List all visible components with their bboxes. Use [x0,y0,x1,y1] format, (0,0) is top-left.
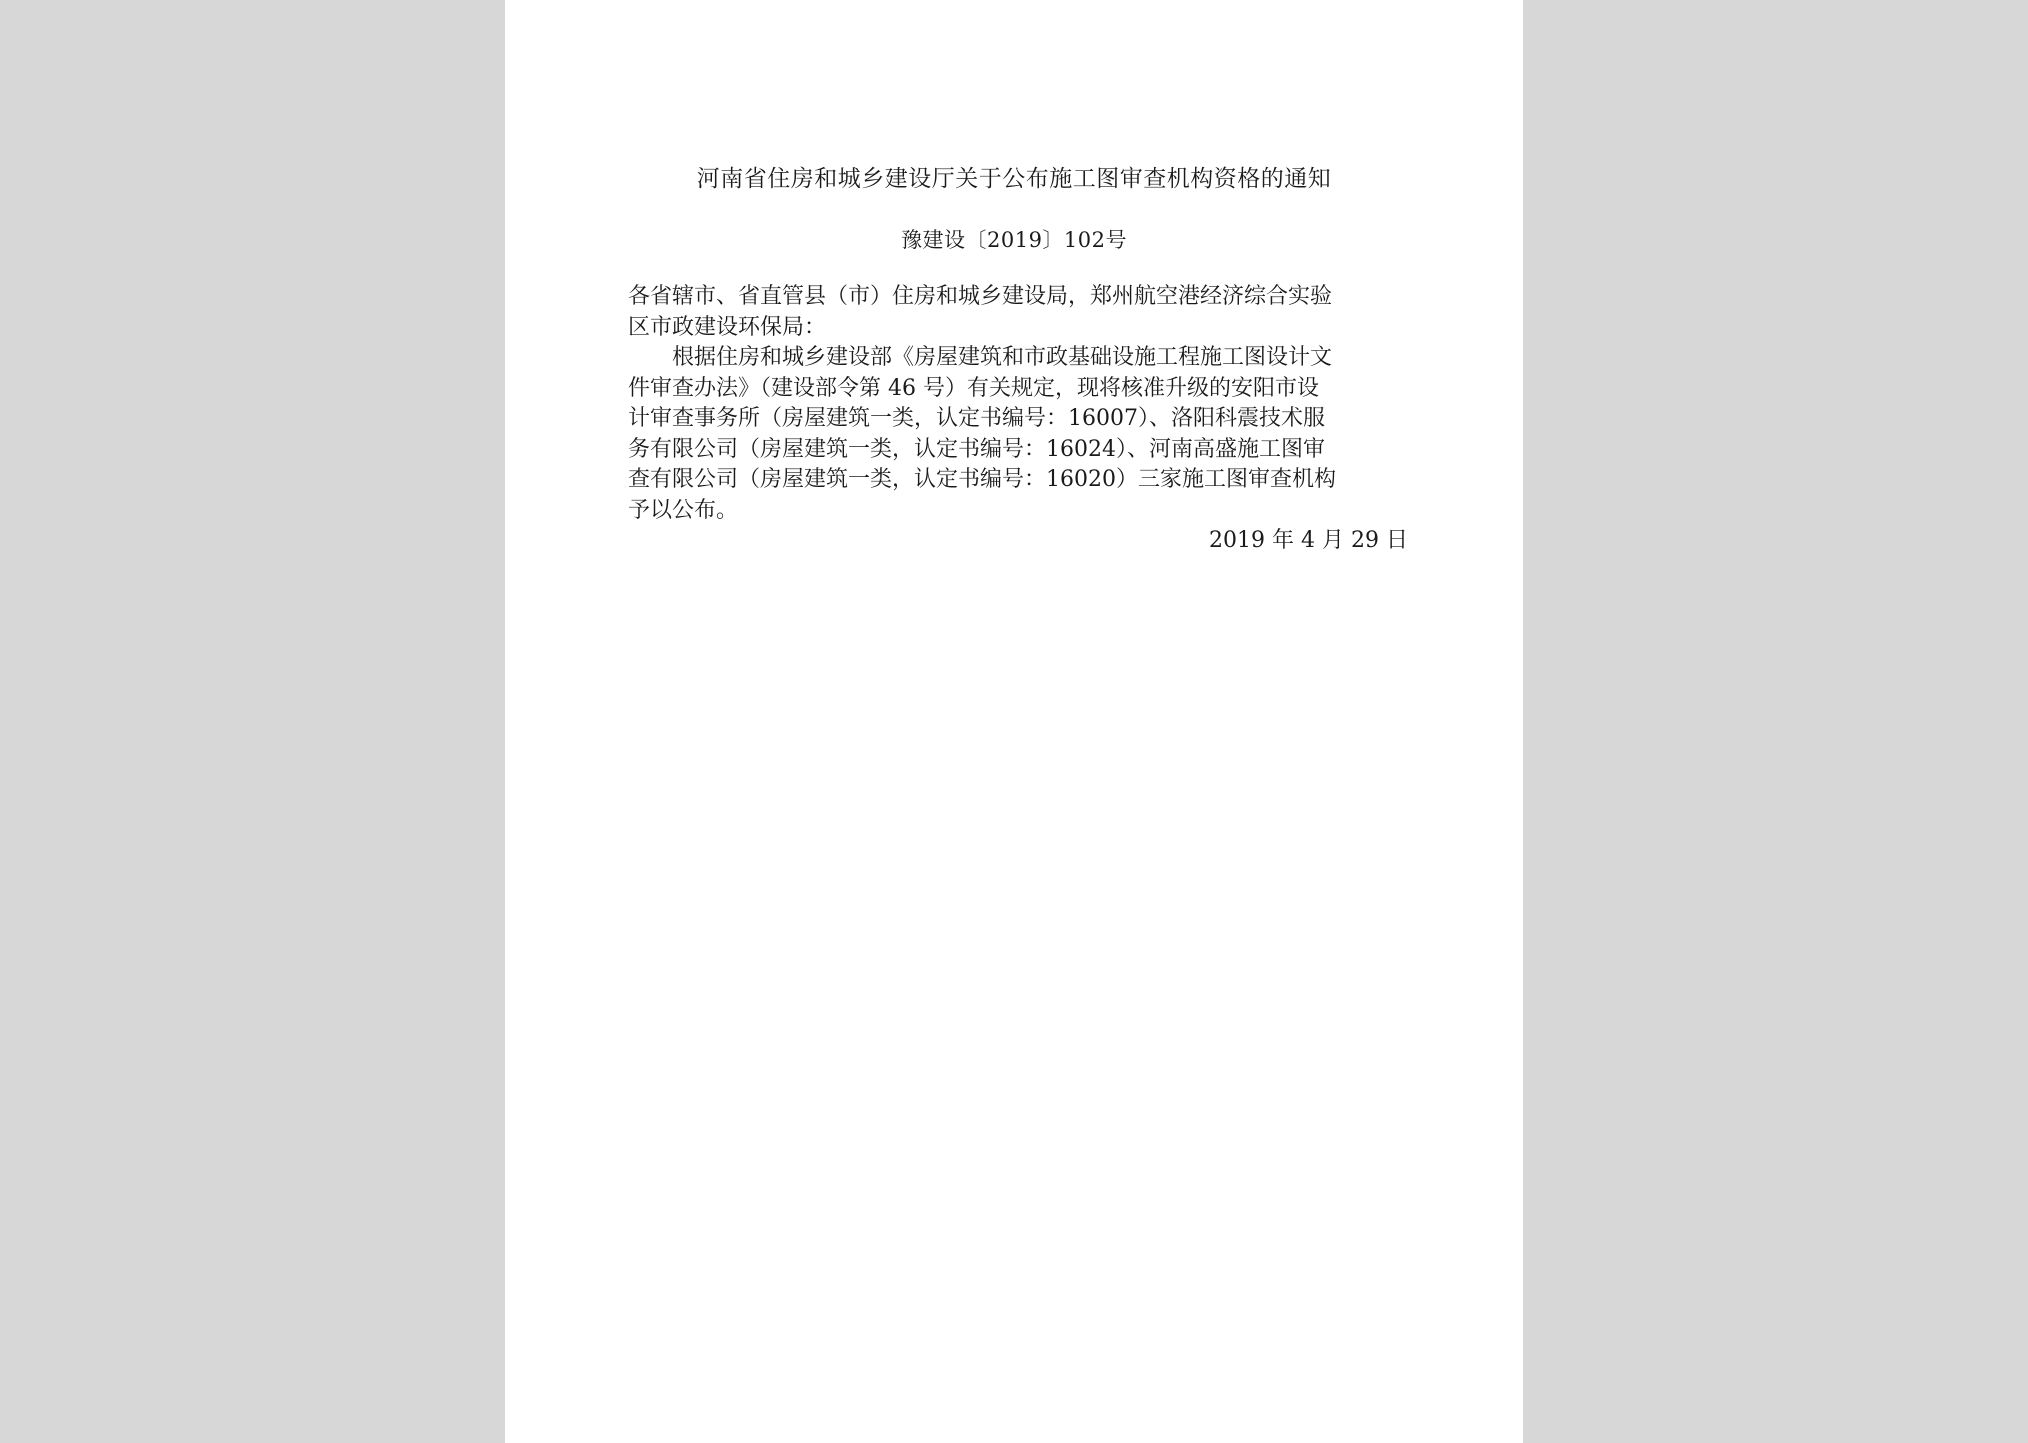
paragraph-line: 计审查事务所（房屋建筑一类，认定书编号：16007）、洛阳科震技术服 [628,406,1325,431]
paragraph-line: 务有限公司（房屋建筑一类，认定书编号：16024）、河南高盛施工图审 [628,436,1325,462]
document-body [628,282,1408,557]
document-page [505,0,1523,1443]
salutation-line: 区市政建设环保局： [628,314,827,340]
paragraph-line: 予以公布。 [628,497,739,523]
document-date: 2019 年 4 月 29 日 [1209,528,1408,553]
document-number: 豫建设〔2019〕102号 [900,228,1128,252]
salutation-line: 各省辖市、省直管县（市）住房和城乡建设局，郑州航空港经济综合实验 [628,284,1333,309]
document-title: 河南省住房和城乡建设厅关于公布施工图审查机构资格的通知 [696,166,1332,192]
paragraph-line: 根据住房和城乡建设部《房屋建筑和市政基础设施工程施工图设计文 [672,345,1333,370]
paragraph-line: 件审查办法》（建设部令第 46 号）有关规定，现将核准升级的安阳市设 [628,375,1319,401]
paragraph-line: 查有限公司（房屋建筑一类，认定书编号：16020）三家施工图审查机构 [628,467,1336,492]
